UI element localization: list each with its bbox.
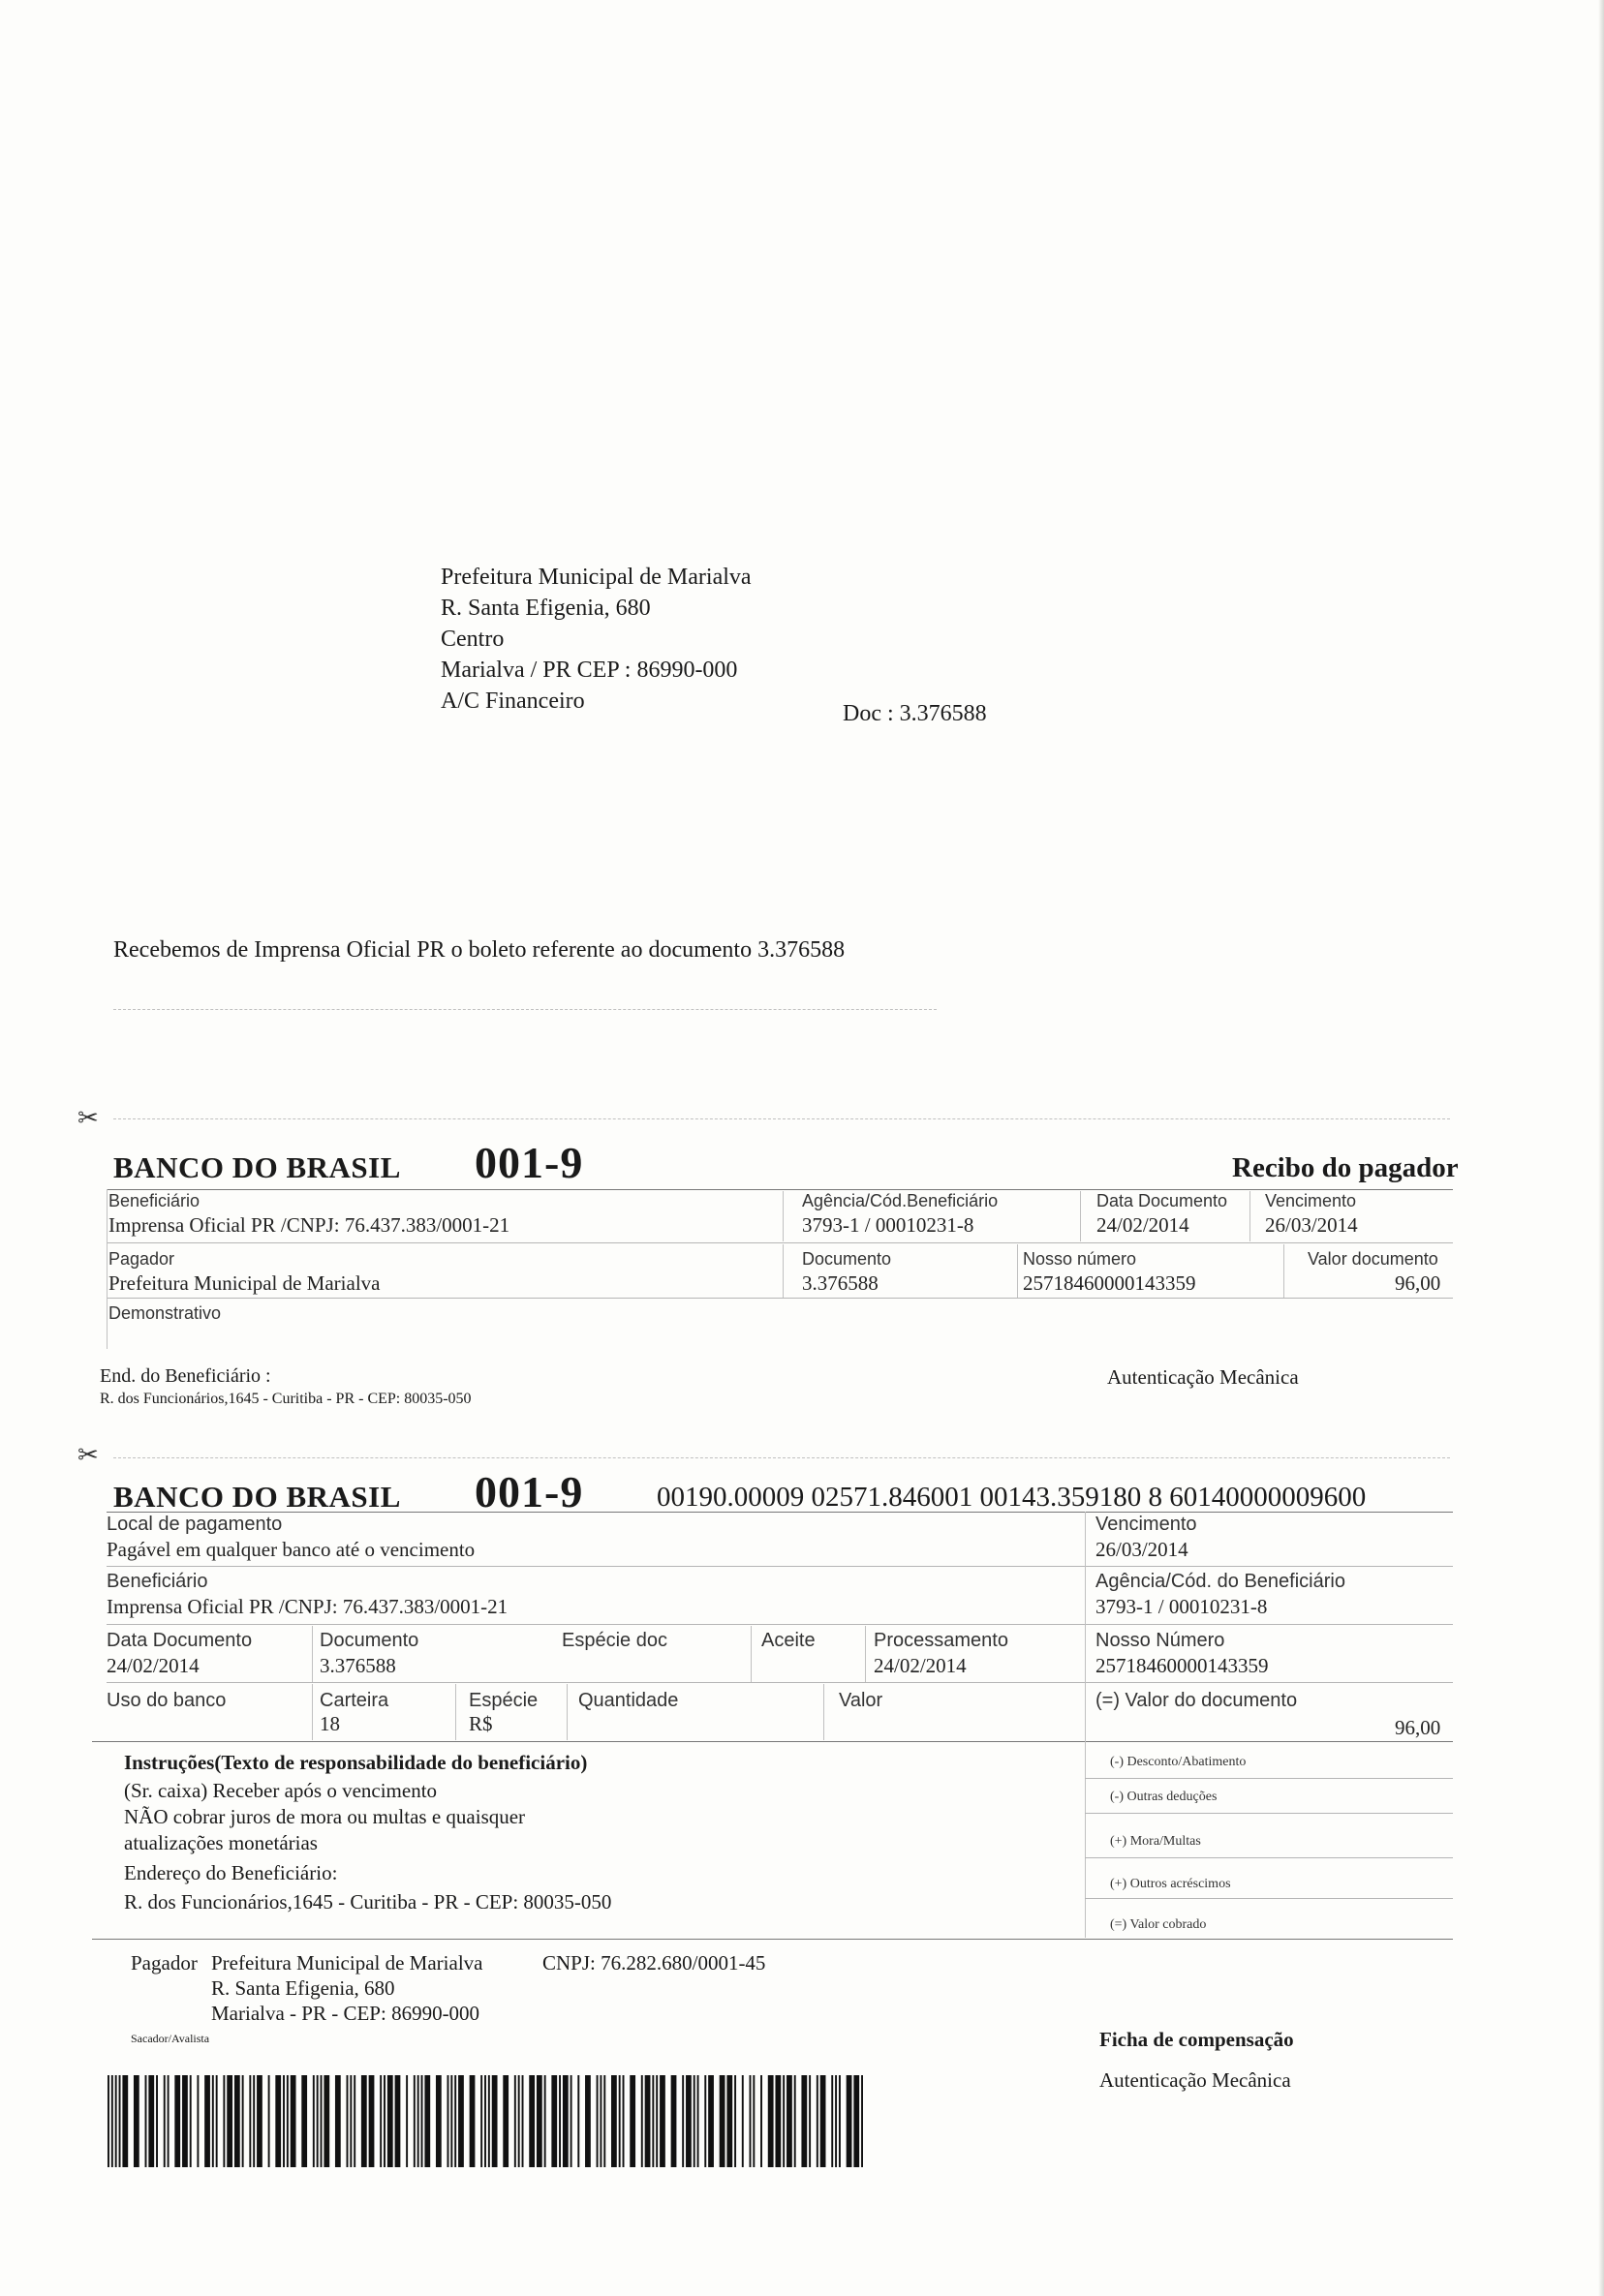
divider xyxy=(567,1684,568,1740)
divider xyxy=(107,1624,1453,1625)
barcode-bar xyxy=(514,2075,516,2167)
aceite-label: Aceite xyxy=(761,1630,816,1651)
barcode-bar xyxy=(817,2075,818,2167)
barcode-bar xyxy=(424,2075,430,2167)
barcode-bar xyxy=(704,2075,706,2167)
address-line-1: Prefeitura Municipal de Marialva xyxy=(441,565,752,590)
pagador-city: Marialva - PR - CEP: 86990-000 xyxy=(211,2002,480,2025)
divider xyxy=(107,1566,1453,1567)
autenticacao-mecanica: Autenticação Mecânica xyxy=(1107,1365,1299,1389)
barcode-bar xyxy=(537,2075,542,2167)
barcode-bar xyxy=(641,2075,643,2167)
instrucao-line: (Sr. caixa) Receber após o vencimento xyxy=(124,1779,438,1802)
vencimento-label: Vencimento xyxy=(1265,1191,1357,1210)
especie-label: Espécie xyxy=(469,1690,539,1711)
valor-documento-value: 96,00 xyxy=(1395,1271,1441,1295)
barcode-bar xyxy=(488,2075,490,2167)
barcode-bar xyxy=(839,2075,841,2167)
barcode-bar xyxy=(324,2075,329,2167)
barcode-bar xyxy=(630,2075,635,2167)
barcode-bar xyxy=(551,2075,557,2167)
bank-name: BANCO DO BRASIL xyxy=(113,1150,401,1184)
barcode-bar xyxy=(484,2075,486,2167)
divider xyxy=(455,1684,456,1740)
barcode-bar xyxy=(529,2075,535,2167)
barcode-bar xyxy=(600,2075,602,2167)
barcode-bar xyxy=(861,2075,863,2167)
barcode-bar xyxy=(518,2075,520,2167)
quantidade-label: Quantidade xyxy=(578,1690,679,1711)
barcode-bar xyxy=(115,2075,117,2167)
barcode-bar xyxy=(783,2075,785,2167)
pagador-address: R. Santa Efigenia, 680 xyxy=(211,1976,395,2000)
barcode-bar xyxy=(417,2075,419,2167)
mora-multas-field: (+) Mora/Multas xyxy=(1110,1834,1201,1849)
barcode-bar xyxy=(148,2075,154,2167)
barcode-bar xyxy=(801,2075,807,2167)
header-rule xyxy=(107,1512,1453,1513)
barcode-bar xyxy=(317,2075,319,2167)
nosso-numero-value: 25718460000143359 xyxy=(1023,1271,1196,1295)
vencimento-label: Vencimento xyxy=(1095,1514,1197,1535)
barcode-bar xyxy=(470,2075,476,2167)
nosso-numero-label: Nosso Número xyxy=(1095,1630,1225,1651)
processamento-value: 24/02/2014 xyxy=(874,1654,967,1677)
valor-documento-label: Valor documento xyxy=(1308,1249,1438,1269)
barcode-bar xyxy=(809,2075,811,2167)
barcode-bar xyxy=(122,2075,128,2167)
divider xyxy=(823,1684,824,1740)
barcode-bar xyxy=(421,2075,423,2167)
barcode-bar xyxy=(335,2075,341,2167)
barcode-bar xyxy=(697,2075,699,2167)
valor-documento-value: 96,00 xyxy=(1395,1716,1441,1739)
instrucao-line: atualizações monetárias xyxy=(124,1831,318,1854)
uso-banco-label: Uso do banco xyxy=(107,1690,227,1711)
divider xyxy=(1283,1244,1284,1298)
divider xyxy=(107,1189,108,1349)
cut-line xyxy=(113,1457,1450,1458)
barcode-bar xyxy=(787,2075,792,2167)
processamento-label: Processamento xyxy=(874,1630,1008,1651)
bank-code: 001-9 xyxy=(475,1467,584,1516)
instrucao-line: NÃO cobrar juros de mora ou multas e quaisquer xyxy=(124,1805,526,1828)
mailing-address xyxy=(441,562,752,717)
barcode-bar xyxy=(395,2075,401,2167)
barcode-bar xyxy=(656,2075,658,2167)
barcode-bar xyxy=(182,2075,188,2167)
instrucoes-list xyxy=(124,1778,611,1915)
barcode-bar xyxy=(820,2075,826,2167)
barcode-bar xyxy=(720,2075,725,2167)
address-line-3: Centro xyxy=(441,627,505,652)
local-pagamento-label: Local de pagamento xyxy=(107,1514,283,1535)
barcode-bar xyxy=(283,2075,285,2167)
pagador-label: Pagador xyxy=(131,1951,198,1975)
divider xyxy=(783,1191,784,1241)
documento-value: 3.376588 xyxy=(802,1271,879,1295)
barcode-bar xyxy=(694,2075,695,2167)
divider xyxy=(1085,1898,1453,1899)
barcode-bar xyxy=(831,2075,833,2167)
divider xyxy=(1085,1512,1086,1938)
outros-acrescimos-field: (+) Outros acréscimos xyxy=(1110,1877,1231,1891)
barcode-bar xyxy=(619,2075,621,2167)
divider xyxy=(783,1244,784,1298)
barcode-bar xyxy=(287,2075,289,2167)
barcode-bar xyxy=(436,2075,442,2167)
barcode-bar xyxy=(750,2075,752,2167)
barcode-bar xyxy=(119,2075,121,2167)
barcode-bar xyxy=(197,2075,199,2167)
vencimento-value: 26/03/2014 xyxy=(1265,1213,1358,1237)
barcode-bar xyxy=(768,2075,774,2167)
barcode-bar xyxy=(301,2075,307,2167)
barcode-bar xyxy=(414,2075,416,2167)
barcode-bar xyxy=(708,2075,714,2167)
barcode-bar xyxy=(671,2075,677,2167)
valor-label: Valor xyxy=(839,1690,883,1711)
agencia-value: 3793-1 / 00010231-8 xyxy=(1095,1595,1268,1618)
bank-name: BANCO DO BRASIL xyxy=(113,1480,401,1514)
beneficiario-value: Imprensa Oficial PR /CNPJ: 76.437.383/0001-21 xyxy=(108,1213,510,1237)
barcode-bar xyxy=(775,2075,781,2167)
divider xyxy=(1085,1778,1453,1779)
barcode-bar xyxy=(660,2075,665,2167)
barcode-bar xyxy=(234,2075,240,2167)
divider xyxy=(1249,1191,1250,1241)
header-rule xyxy=(107,1189,1453,1190)
barcode-bar xyxy=(204,2075,210,2167)
barcode-bar xyxy=(108,2075,109,2167)
barcode-bar xyxy=(168,2075,170,2167)
divider xyxy=(92,1939,1453,1940)
beneficiario-label: Beneficiário xyxy=(107,1571,208,1592)
barcode-bar xyxy=(563,2075,569,2167)
cut-line xyxy=(113,1118,1450,1119)
barcode-bar xyxy=(726,2075,732,2167)
agencia-value: 3793-1 / 00010231-8 xyxy=(802,1213,974,1237)
barcode-bar xyxy=(212,2075,214,2167)
barcode-bar xyxy=(190,2075,192,2167)
data-documento-value: 24/02/2014 xyxy=(107,1654,200,1677)
barcode-bar xyxy=(794,2075,796,2167)
barcode-bar xyxy=(253,2075,255,2167)
end-beneficiario-label: End. do Beneficiário : xyxy=(100,1365,271,1387)
barcode-bar xyxy=(227,2075,232,2167)
barcode-bar xyxy=(174,2075,180,2167)
vencimento-value: 26/03/2014 xyxy=(1095,1538,1188,1561)
desconto-field: (-) Desconto/Abatimento xyxy=(1110,1755,1247,1769)
pagador-cnpj: CNPJ: 76.282.680/0001-45 xyxy=(542,1951,766,1975)
documento-value: 3.376588 xyxy=(320,1654,396,1677)
divider xyxy=(1080,1191,1081,1241)
barcode-bar xyxy=(406,2075,408,2167)
barcode-bar xyxy=(734,2075,736,2167)
barcode-bar xyxy=(853,2075,859,2167)
barcode-bar xyxy=(597,2075,599,2167)
demonstrativo-label: Demonstrativo xyxy=(108,1303,222,1323)
instrucao-line: R. dos Funcionários,1645 - Curitiba - PR - CEP: 80035-050 xyxy=(124,1890,612,1913)
data-documento-label: Data Documento xyxy=(107,1630,253,1651)
barcode-bar xyxy=(447,2075,449,2167)
divider xyxy=(312,1684,313,1740)
barcode-bar xyxy=(503,2075,509,2167)
barcode-bar xyxy=(835,2075,837,2167)
barcode-bar xyxy=(380,2075,382,2167)
barcode-bar xyxy=(249,2075,251,2167)
barcode-bar xyxy=(216,2075,218,2167)
barcode-bar xyxy=(603,2075,605,2167)
recibo-title: Recibo do pagador xyxy=(1232,1152,1459,1183)
ficha-compensacao-title: Ficha de compensação xyxy=(1099,2028,1294,2051)
pagador-label: Pagador xyxy=(108,1249,175,1269)
barcode-bar xyxy=(492,2075,498,2167)
divider xyxy=(107,1682,1453,1683)
barcode-bar xyxy=(686,2075,692,2167)
divider xyxy=(1085,1857,1453,1858)
barcode-bar xyxy=(585,2075,591,2167)
autenticacao-mecanica: Autenticação Mecânica xyxy=(1099,2068,1291,2092)
documento-label: Documento xyxy=(320,1630,419,1651)
barcode-bar xyxy=(682,2075,684,2167)
barcode-bar xyxy=(387,2075,393,2167)
divider xyxy=(113,1009,937,1010)
agencia-label: Agência/Cód. do Beneficiário xyxy=(1095,1571,1345,1592)
address-line-4: Marialva / PR CEP : 86990-000 xyxy=(441,658,738,683)
outras-deducoes-field: (-) Outras deduções xyxy=(1110,1790,1218,1804)
barcode-bar xyxy=(458,2075,464,2167)
instrucao-line: Endereço do Beneficiário: xyxy=(124,1861,338,1884)
barcode-bar xyxy=(242,2075,244,2167)
barcode-bar xyxy=(164,2075,166,2167)
barcode-bar xyxy=(760,2075,762,2167)
valor-documento-label: (=) Valor do documento xyxy=(1095,1690,1298,1711)
barcode-bar xyxy=(111,2075,113,2167)
barcode-bar xyxy=(321,2075,323,2167)
barcode-bar xyxy=(454,2075,456,2167)
divider xyxy=(865,1626,866,1682)
barcode-bar xyxy=(577,2075,579,2167)
divider xyxy=(107,1242,1453,1243)
divider xyxy=(751,1626,752,1682)
data-documento-label: Data Documento xyxy=(1096,1191,1228,1210)
address-line-5: A/C Financeiro xyxy=(441,689,585,714)
divider xyxy=(107,1298,1453,1299)
beneficiario-label: Beneficiário xyxy=(108,1191,200,1210)
barcode-bar xyxy=(384,2075,386,2167)
barcode xyxy=(108,2075,863,2167)
barcode-bar xyxy=(450,2075,452,2167)
especie-value: R$ xyxy=(469,1712,493,1735)
receipt-note: Recebemos de Imprensa Oficial PR o boleto referente ao documento 3.376588 xyxy=(113,937,846,963)
barcode-bar xyxy=(257,2075,262,2167)
barcode-bar xyxy=(354,2075,355,2167)
linha-digitavel: 00190.00009 02571.846001 00143.359180 8 60140000009600 xyxy=(657,1482,1367,1513)
divider xyxy=(1085,1813,1453,1814)
barcode-bar xyxy=(652,2075,654,2167)
barcode-bar xyxy=(847,2075,852,2167)
barcode-bar xyxy=(275,2075,281,2167)
barcode-bar xyxy=(145,2075,147,2167)
barcode-bar xyxy=(480,2075,482,2167)
scissors-icon: ✂ xyxy=(77,1104,99,1133)
barcode-bar xyxy=(522,2075,524,2167)
barcode-bar xyxy=(268,2075,270,2167)
barcode-bar xyxy=(369,2075,375,2167)
barcode-bar xyxy=(361,2075,367,2167)
bank-code: 001-9 xyxy=(475,1138,584,1187)
divider xyxy=(1017,1244,1018,1298)
address-line-2: R. Santa Efigenia, 680 xyxy=(441,596,651,621)
carteira-value: 18 xyxy=(320,1712,340,1735)
end-beneficiario-value: R. dos Funcionários,1645 - Curitiba - PR - CEP: 80035-050 xyxy=(100,1391,472,1407)
divider xyxy=(312,1626,313,1682)
especie-doc-label: Espécie doc xyxy=(562,1630,667,1651)
nosso-numero-value: 25718460000143359 xyxy=(1095,1654,1269,1677)
barcode-bar xyxy=(742,2075,744,2167)
barcode-bar xyxy=(347,2075,349,2167)
barcode-bar xyxy=(611,2075,617,2167)
barcode-bar xyxy=(623,2075,625,2167)
barcode-bar xyxy=(223,2075,225,2167)
barcode-bar xyxy=(134,2075,139,2167)
scan-edge xyxy=(1598,0,1604,2296)
nosso-numero-label: Nosso número xyxy=(1023,1249,1137,1269)
barcode-bar xyxy=(544,2075,546,2167)
barcode-bar xyxy=(291,2075,296,2167)
sacador-avalista-label: Sacador/Avalista xyxy=(131,2032,210,2045)
barcode-bar xyxy=(571,2075,572,2167)
data-documento-value: 24/02/2014 xyxy=(1096,1213,1189,1237)
barcode-bar xyxy=(156,2075,158,2167)
scissors-icon: ✂ xyxy=(77,1441,99,1470)
beneficiario-value: Imprensa Oficial PR /CNPJ: 76.437.383/0001-21 xyxy=(107,1595,509,1618)
valor-cobrado-field: (=) Valor cobrado xyxy=(1110,1917,1207,1932)
barcode-bar xyxy=(559,2075,561,2167)
barcode-bar xyxy=(313,2075,315,2167)
carteira-label: Carteira xyxy=(320,1690,389,1711)
pagador-value: Prefeitura Municipal de Marialva xyxy=(108,1271,381,1295)
instrucoes-title: Instruções(Texto de responsabilidade do beneficiário) xyxy=(124,1751,588,1774)
pagador-value: Prefeitura Municipal de Marialva xyxy=(211,1951,483,1975)
divider xyxy=(92,1741,1453,1742)
barcode-bar xyxy=(753,2075,755,2167)
barcode-bar xyxy=(350,2075,352,2167)
barcode-bar xyxy=(645,2075,651,2167)
documento-label: Documento xyxy=(802,1249,892,1269)
local-pagamento-value: Pagável em qualquer banco até o vencimento xyxy=(107,1538,476,1561)
agencia-label: Agência/Cód.Beneficiário xyxy=(802,1191,999,1210)
doc-number: Doc : 3.376588 xyxy=(843,701,987,726)
